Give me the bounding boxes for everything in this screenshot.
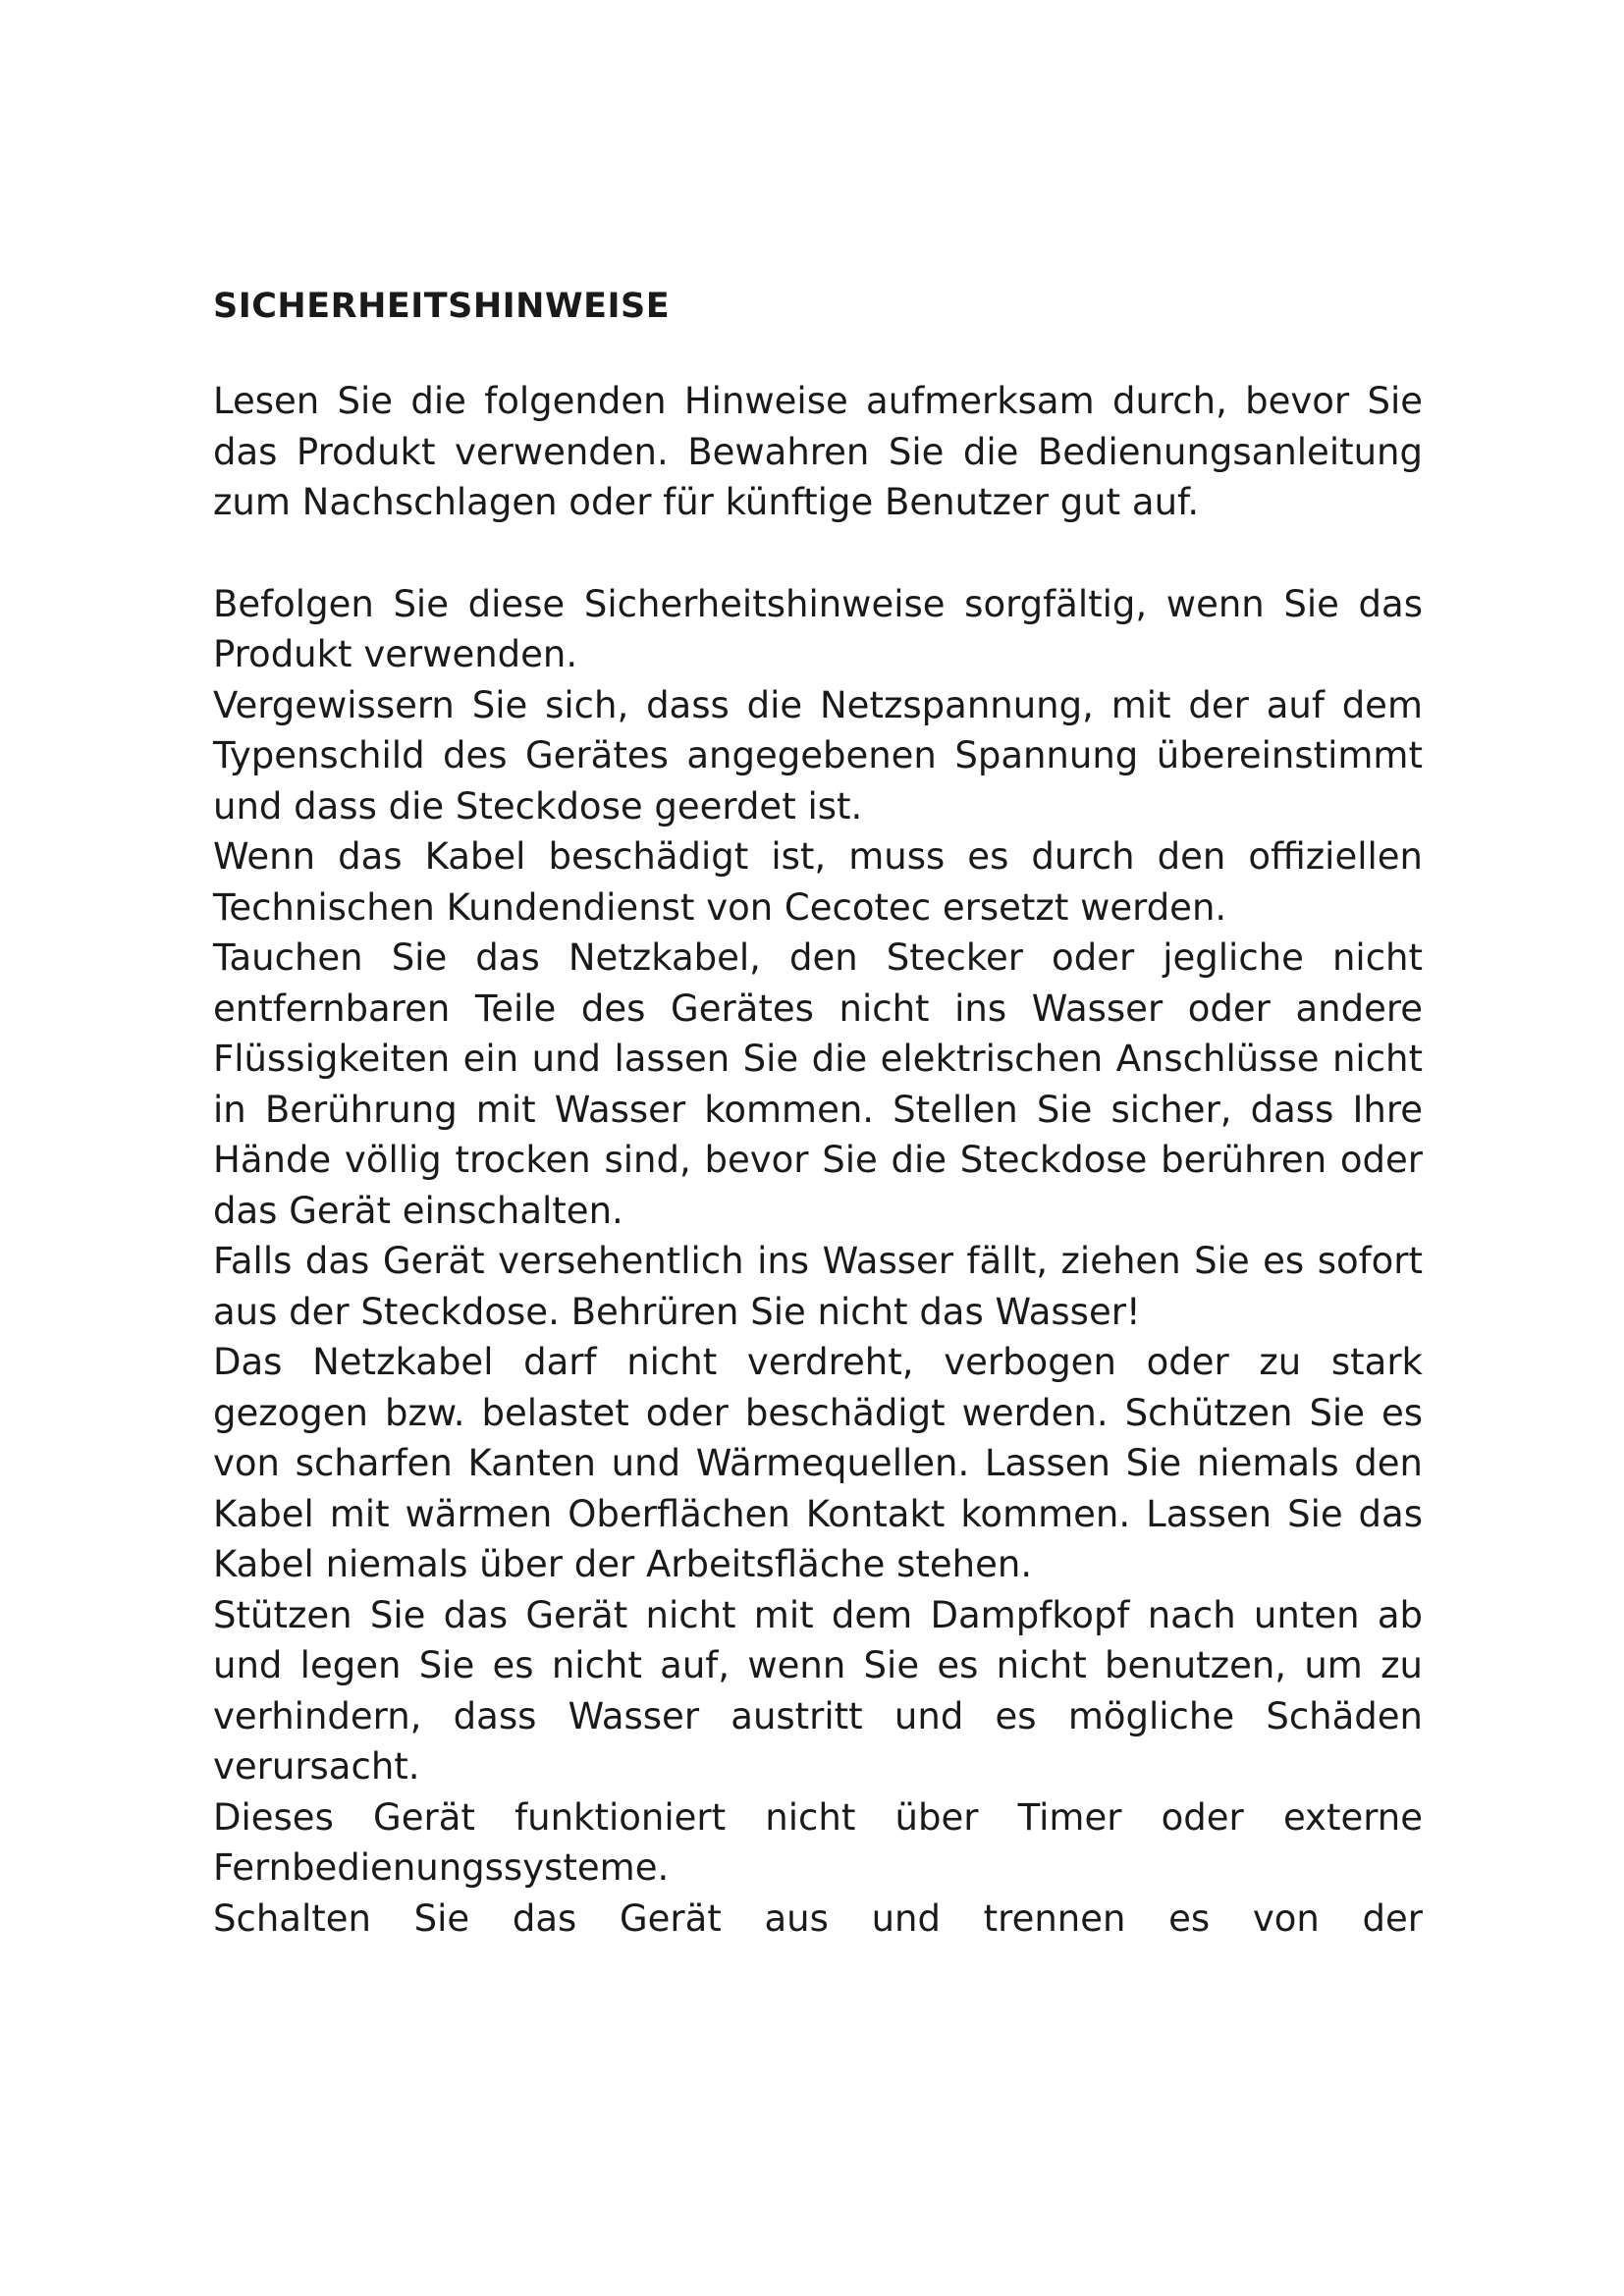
safety-paragraph: Wenn das Kabel beschädigt ist, muss es durch den offiziellen Technischen Kundendienst von Cecotec ersetzt werden. [213, 835, 1423, 929]
safety-paragraph: Stützen Sie das Gerät nicht mit dem Dampfkopf nach unten ab und legen Sie es nicht auf, wenn Sie es nicht benutzen, um zu verhindern, dass Wasser austritt und es mögliche Schäden verursacht. [213, 1593, 1423, 1788]
section-heading: SICHERHEITSHINWEISE [213, 287, 671, 326]
safety-paragraph: Vergewissern Sie sich, dass die Netzspannung, mit der auf dem Typenschild des Gerätes angegebenen Spannung übereinstimmt und dass die Steckdose geerdet ist. [213, 683, 1423, 828]
safety-paragraph: Dieses Gerät funktioniert nicht über Timer oder externe Fernbedienungssysteme. [213, 1795, 1423, 1889]
safety-paragraph: Befolgen Sie diese Sicherheitshinweise sorgfältig, wenn Sie das Produkt verwenden. [213, 582, 1423, 675]
safety-paragraph: Schalten Sie das Gerät aus und trennen es von der [213, 1896, 1423, 1940]
safety-paragraph: Das Netzkabel darf nicht verdreht, verbogen oder zu stark gezogen bzw. belastet oder beschädigt werden. Schützen Sie es von scharfen Kanten und Wärmequellen. Lassen Sie niemals den Kabel mit wärmen Oberflächen Kontakt kommen. Lassen Sie das Kabel niemals über der Arbeitsfläche stehen. [213, 1341, 1423, 1585]
document-page [213, 285, 1423, 1944]
safety-paragraph: Tauchen Sie das Netzkabel, den Stecker oder jegliche nicht entfernbaren Teile des Gerätes nicht ins Wasser oder andere Flüssigkeiten ein und lassen Sie die elektrischen Anschlüsse nicht in Berührung mit Wasser kommen. Stellen Sie sicher, dass Ihre Hände völlig trocken sind, bevor Sie die Steckdose berühren oder das Gerät einschalten. [213, 936, 1423, 1232]
intro-paragraph: Lesen Sie die folgenden Hinweise aufmerksam durch, bevor Sie das Produkt verwenden. Bewahren Sie die Bedienungsanleitung zum Nachschlagen oder für künftige Benutzer gut auf. [213, 380, 1423, 523]
safety-paragraph: Falls das Gerät versehentlich ins Wasser fällt, ziehen Sie es sofort aus der Steckdose. Behrüren Sie nicht das Wasser! [213, 1240, 1423, 1333]
